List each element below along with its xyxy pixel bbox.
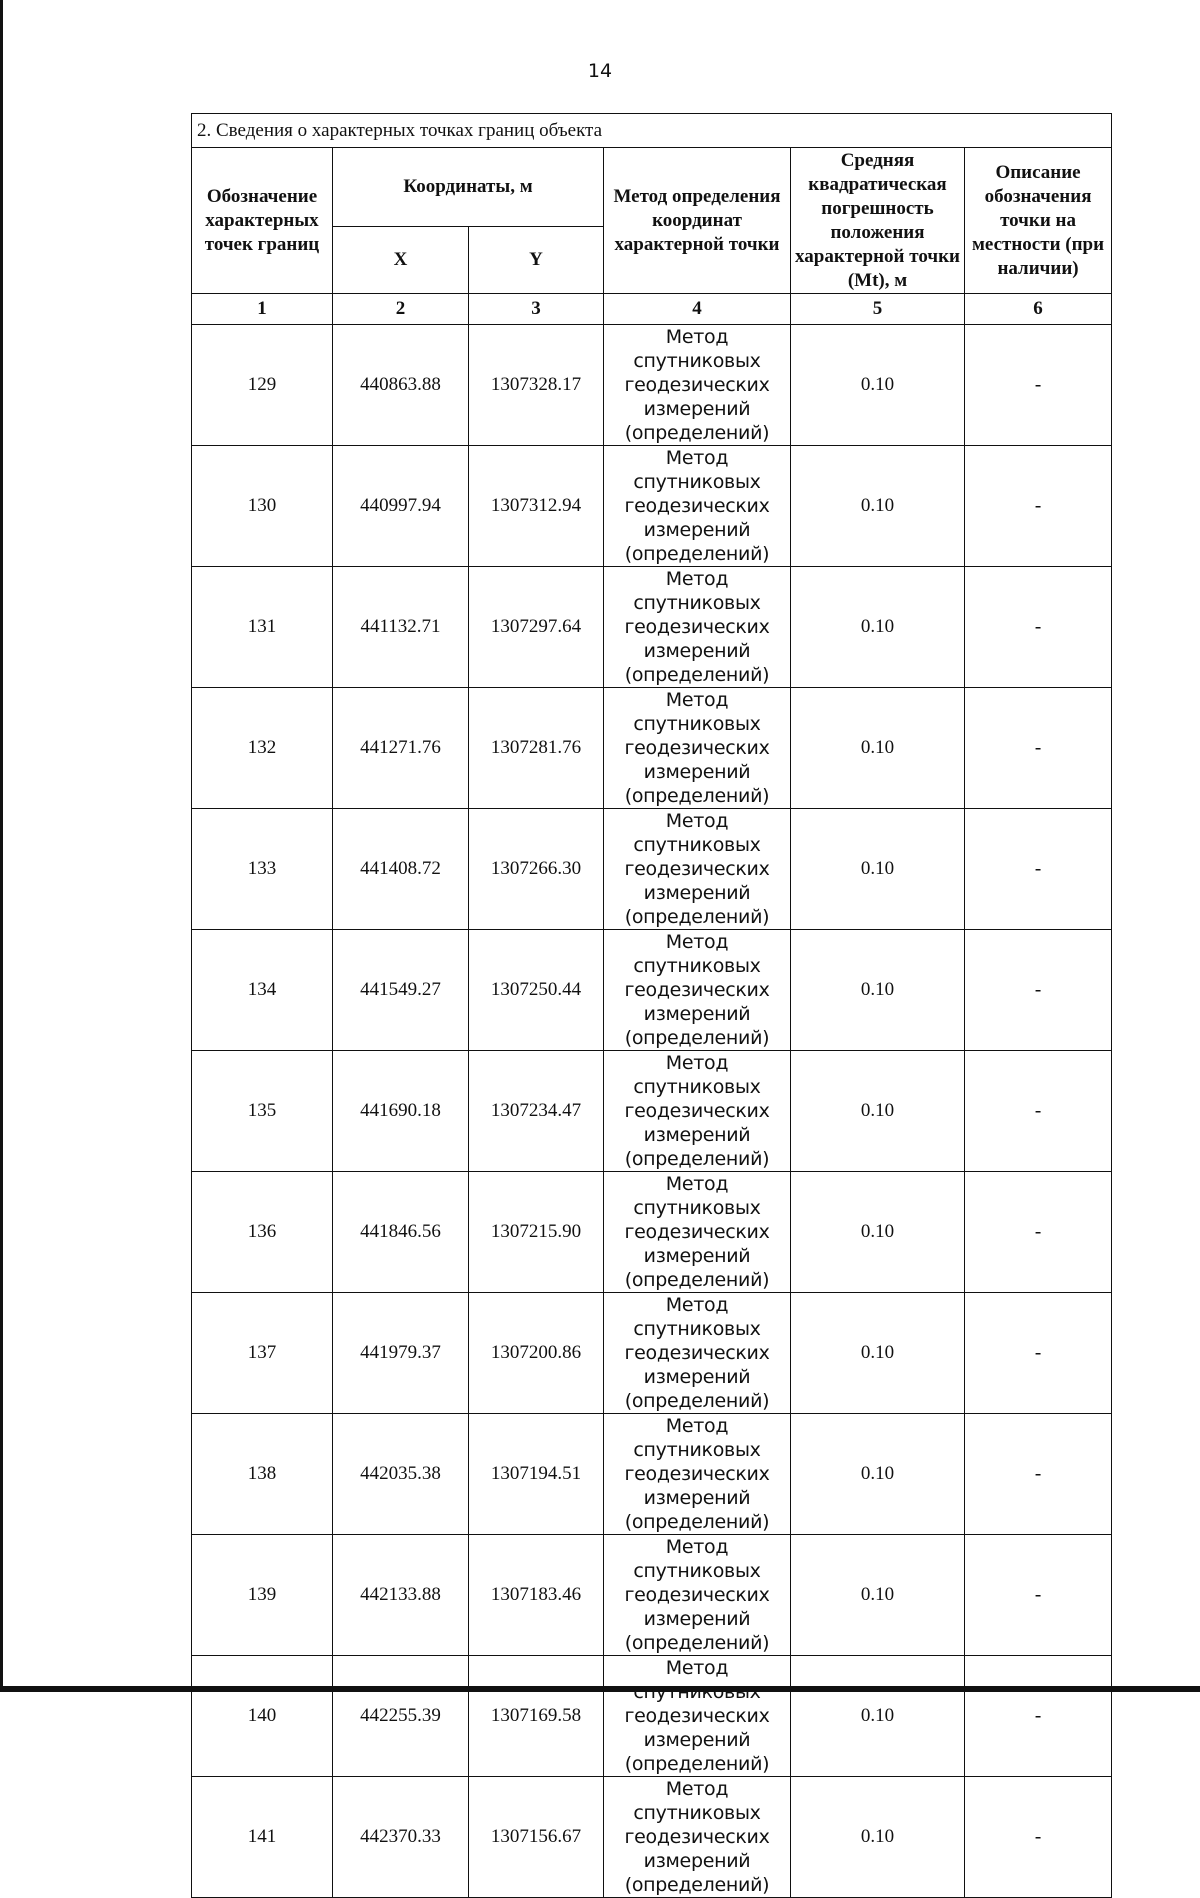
description-cell: - bbox=[965, 809, 1112, 930]
point-number-cell: 134 bbox=[192, 930, 333, 1051]
table-row bbox=[192, 1656, 1112, 1777]
y-coordinate-cell: 1307169.58 bbox=[469, 1656, 604, 1777]
column-number: 1 bbox=[192, 294, 333, 325]
header-description: Описание обозначения точки на местности (при наличии) bbox=[965, 148, 1112, 294]
description-cell: - bbox=[965, 1535, 1112, 1656]
column-number: 4 bbox=[604, 294, 791, 325]
point-number-cell: 138 bbox=[192, 1414, 333, 1535]
x-coordinate-cell: 441549.27 bbox=[333, 930, 469, 1051]
table-row bbox=[192, 1293, 1112, 1414]
header-coordinates: Координаты, м bbox=[333, 148, 604, 227]
header-designation: Обозначение характерных точек границ bbox=[192, 148, 333, 294]
x-coordinate-cell: 441271.76 bbox=[333, 688, 469, 809]
method-cell: Метод спутниковых геодезических измерений (определений) bbox=[604, 325, 791, 446]
method-cell: Метод спутниковых геодезических измерений (определений) bbox=[604, 1414, 791, 1535]
point-number-cell: 132 bbox=[192, 688, 333, 809]
table-row bbox=[192, 1172, 1112, 1293]
description-cell: - bbox=[965, 1656, 1112, 1777]
table-row bbox=[192, 446, 1112, 567]
error-cell: 0.10 bbox=[791, 1414, 965, 1535]
method-cell: Метод спутниковых геодезических измерений (определений) bbox=[604, 688, 791, 809]
point-number-cell: 129 bbox=[192, 325, 333, 446]
y-coordinate-cell: 1307156.67 bbox=[469, 1777, 604, 1898]
y-coordinate-cell: 1307200.86 bbox=[469, 1293, 604, 1414]
table-row bbox=[192, 930, 1112, 1051]
x-coordinate-cell: 441132.71 bbox=[333, 567, 469, 688]
header-method: Метод определения координат характерной точки bbox=[604, 148, 791, 294]
table-row bbox=[192, 1414, 1112, 1535]
error-cell: 0.10 bbox=[791, 567, 965, 688]
y-coordinate-cell: 1307234.47 bbox=[469, 1051, 604, 1172]
table-row bbox=[192, 1777, 1112, 1898]
header-x: X bbox=[333, 227, 469, 294]
description-cell: - bbox=[965, 1051, 1112, 1172]
error-cell: 0.10 bbox=[791, 1656, 965, 1777]
y-coordinate-cell: 1307215.90 bbox=[469, 1172, 604, 1293]
method-cell: Метод спутниковых геодезических измерений (определений) bbox=[604, 567, 791, 688]
method-cell: Метод спутниковых геодезических измерений (определений) bbox=[604, 1051, 791, 1172]
x-coordinate-cell: 441408.72 bbox=[333, 809, 469, 930]
column-number: 6 bbox=[965, 294, 1112, 325]
error-cell: 0.10 bbox=[791, 1777, 965, 1898]
y-coordinate-cell: 1307266.30 bbox=[469, 809, 604, 930]
error-cell: 0.10 bbox=[791, 1293, 965, 1414]
y-coordinate-cell: 1307281.76 bbox=[469, 688, 604, 809]
x-coordinate-cell: 442133.88 bbox=[333, 1535, 469, 1656]
point-number-cell: 133 bbox=[192, 809, 333, 930]
point-number-cell: 135 bbox=[192, 1051, 333, 1172]
error-cell: 0.10 bbox=[791, 930, 965, 1051]
method-cell: Метод спутниковых геодезических измерений (определений) bbox=[604, 809, 791, 930]
boundary-points-table bbox=[191, 113, 1112, 1898]
description-cell: - bbox=[965, 688, 1112, 809]
method-cell: Метод спутниковых геодезических измерений (определений) bbox=[604, 930, 791, 1051]
description-cell: - bbox=[965, 1172, 1112, 1293]
y-coordinate-cell: 1307183.46 bbox=[469, 1535, 604, 1656]
error-cell: 0.10 bbox=[791, 446, 965, 567]
description-cell: - bbox=[965, 930, 1112, 1051]
point-number-cell: 139 bbox=[192, 1535, 333, 1656]
method-cell: Метод спутниковых геодезических измерений (определений) bbox=[604, 1172, 791, 1293]
column-number: 5 bbox=[791, 294, 965, 325]
point-number-cell: 136 bbox=[192, 1172, 333, 1293]
table-row bbox=[192, 567, 1112, 688]
method-cell: Метод спутниковых геодезических измерений (определений) bbox=[604, 1777, 791, 1898]
x-coordinate-cell: 440997.94 bbox=[333, 446, 469, 567]
method-cell: Метод спутниковых геодезических измерений (определений) bbox=[604, 1535, 791, 1656]
x-coordinate-cell: 441846.56 bbox=[333, 1172, 469, 1293]
x-coordinate-cell: 442255.39 bbox=[333, 1656, 469, 1777]
x-coordinate-cell: 441979.37 bbox=[333, 1293, 469, 1414]
error-cell: 0.10 bbox=[791, 1535, 965, 1656]
y-coordinate-cell: 1307250.44 bbox=[469, 930, 604, 1051]
point-number-cell: 130 bbox=[192, 446, 333, 567]
description-cell: - bbox=[965, 446, 1112, 567]
description-cell: - bbox=[965, 1414, 1112, 1535]
method-cell: Метод спутниковых геодезических измерений (определений) bbox=[604, 1293, 791, 1414]
error-cell: 0.10 bbox=[791, 809, 965, 930]
error-cell: 0.10 bbox=[791, 1172, 965, 1293]
description-cell: - bbox=[965, 1777, 1112, 1898]
header-y: Y bbox=[469, 227, 604, 294]
column-number: 2 bbox=[333, 294, 469, 325]
error-cell: 0.10 bbox=[791, 1051, 965, 1172]
description-cell: - bbox=[965, 567, 1112, 688]
method-cell: Метод спутниковых геодезических измерений (определений) bbox=[604, 1656, 791, 1777]
point-number-cell: 137 bbox=[192, 1293, 333, 1414]
point-number-cell: 140 bbox=[192, 1656, 333, 1777]
point-number-cell: 131 bbox=[192, 567, 333, 688]
x-coordinate-cell: 440863.88 bbox=[333, 325, 469, 446]
error-cell: 0.10 bbox=[791, 688, 965, 809]
table-body bbox=[192, 325, 1112, 1898]
method-cell: Метод спутниковых геодезических измерений (определений) bbox=[604, 446, 791, 567]
y-coordinate-cell: 1307328.17 bbox=[469, 325, 604, 446]
table-row bbox=[192, 1535, 1112, 1656]
table-row bbox=[192, 688, 1112, 809]
scan-edge-left bbox=[0, 0, 3, 1692]
header-error: Средняя квадратическая погрешность положения характерной точки (Mt), м bbox=[791, 148, 965, 294]
table-row bbox=[192, 325, 1112, 446]
table-row bbox=[192, 809, 1112, 930]
y-coordinate-cell: 1307297.64 bbox=[469, 567, 604, 688]
point-number-cell: 141 bbox=[192, 1777, 333, 1898]
description-cell: - bbox=[965, 325, 1112, 446]
x-coordinate-cell: 442370.33 bbox=[333, 1777, 469, 1898]
table-row bbox=[192, 1051, 1112, 1172]
column-number: 3 bbox=[469, 294, 604, 325]
y-coordinate-cell: 1307194.51 bbox=[469, 1414, 604, 1535]
x-coordinate-cell: 441690.18 bbox=[333, 1051, 469, 1172]
y-coordinate-cell: 1307312.94 bbox=[469, 446, 604, 567]
error-cell: 0.10 bbox=[791, 325, 965, 446]
page-number: 14 bbox=[587, 60, 613, 82]
x-coordinate-cell: 442035.38 bbox=[333, 1414, 469, 1535]
section-title: 2. Сведения о характерных точках границ объекта bbox=[192, 114, 1112, 148]
description-cell: - bbox=[965, 1293, 1112, 1414]
